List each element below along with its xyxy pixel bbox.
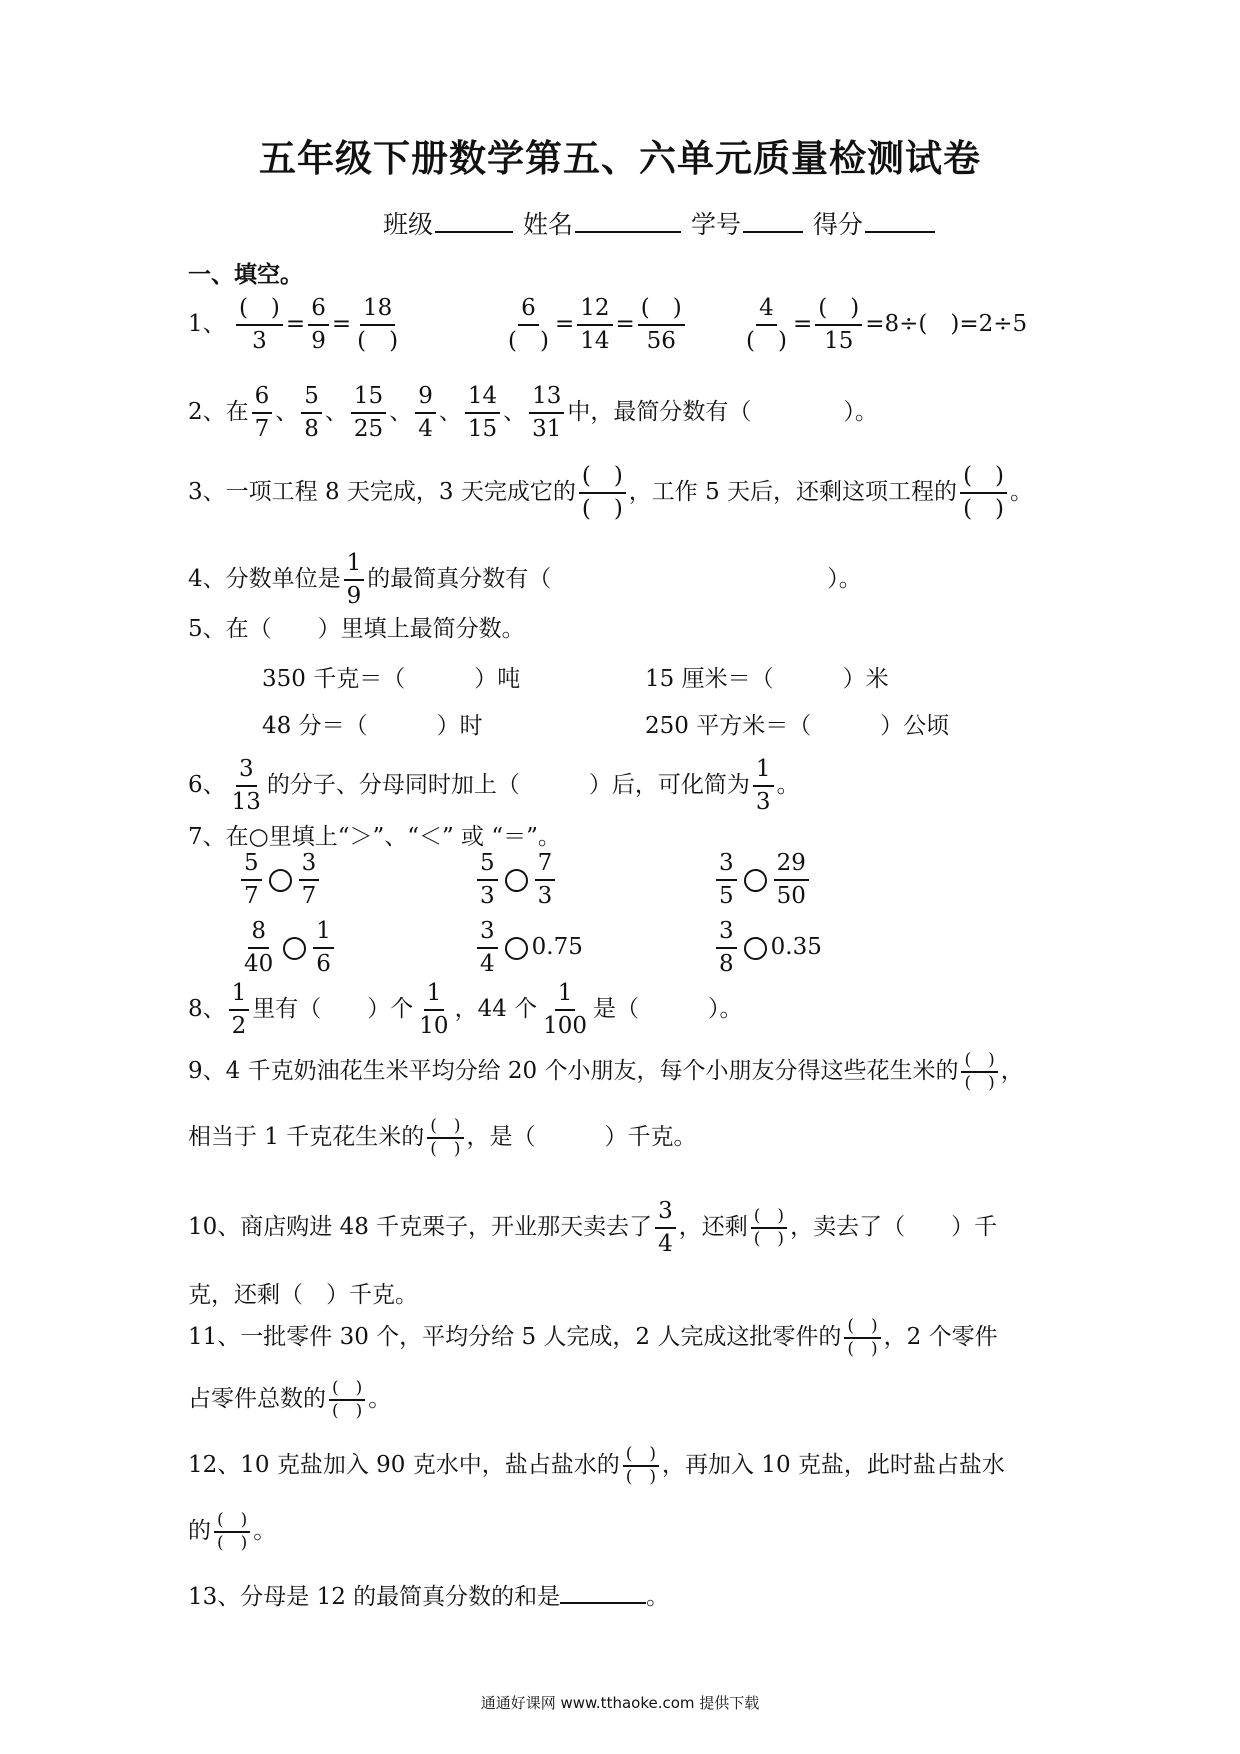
fraction-denominator: 7 [301, 883, 317, 909]
fraction [540, 982, 590, 1038]
fraction-denominator: ( ) [963, 496, 1005, 522]
text-segment: 。 [776, 772, 800, 798]
text-segment: 占零件总数的 [188, 1386, 326, 1412]
fraction [753, 758, 774, 814]
question-9 [188, 1052, 1024, 1092]
compare-circle[interactable] [505, 869, 528, 892]
fraction-blank[interactable] [960, 465, 1007, 521]
text-segment: ，再加入 10 克盐，此时盐占盐水 [662, 1452, 1005, 1478]
fraction-numerator: ( ) [815, 297, 862, 326]
compare-item [474, 852, 558, 908]
fraction-numerator: 1 [313, 920, 334, 949]
fraction-denominator: 3 [480, 883, 495, 909]
fraction [529, 385, 564, 441]
fraction-numerator: ( ) [961, 1052, 997, 1073]
fraction-numerator: 5 [477, 852, 498, 881]
fraction [477, 852, 498, 908]
text-segment: = [865, 311, 885, 337]
fraction [716, 920, 737, 976]
student-info [383, 205, 937, 241]
fraction-numerator: 3 [716, 920, 737, 949]
fraction [308, 297, 329, 353]
conversion-item[interactable]: 250 平方米＝（ ）公顷 [645, 713, 950, 739]
fraction-numerator: ( ) [751, 1208, 787, 1229]
fraction-numerator: ( ) [329, 1380, 365, 1401]
fraction-denominator: 4 [418, 416, 433, 442]
question-1b [502, 297, 688, 353]
division-blank[interactable]: 8÷( )=2÷5 [884, 311, 1028, 337]
text-segment: 11、一批零件 30 个，平均分给 5 人完成，2 人完成这批零件的 [188, 1324, 842, 1350]
fraction [229, 982, 250, 1038]
name-label: 姓名 [522, 210, 573, 239]
fraction-blank[interactable] [961, 1052, 997, 1092]
question-number: 1、 [188, 311, 226, 337]
fraction-numerator: 6 [518, 297, 539, 326]
number-label: 学号 [690, 210, 741, 239]
fraction [301, 385, 322, 441]
class-label: 班级 [383, 210, 434, 239]
text-segment: 3、一项工程 8 天完成，3 天完成它的 [188, 479, 576, 505]
fraction [477, 920, 498, 976]
fraction-numerator: 3 [716, 852, 737, 881]
fraction [415, 385, 436, 441]
fraction-numerator: 5 [241, 852, 262, 881]
fraction [351, 385, 386, 441]
question-11 [188, 1318, 998, 1358]
compare-item [238, 920, 337, 976]
question-10-line2[interactable]: 克，还剩（ ）千克。 [188, 1282, 418, 1308]
answer-blank[interactable]: 中，最简分数有（ ）。 [567, 399, 878, 425]
question-5: 5、在（ ）里填上最简分数。 [188, 616, 525, 642]
question-11-line2 [188, 1380, 391, 1420]
name-blank[interactable] [575, 207, 681, 233]
question-9-line2 [188, 1118, 697, 1158]
fraction [465, 385, 500, 441]
fraction-numerator: ( ) [844, 1318, 880, 1339]
fraction-numerator: 8 [248, 920, 269, 949]
question-13 [188, 1578, 669, 1611]
fraction-numerator: 5 [301, 385, 322, 414]
text-segment: = [554, 311, 575, 337]
text-segment: = [331, 311, 352, 337]
score-blank[interactable] [865, 207, 935, 233]
fraction-numerator: ( ) [427, 1118, 463, 1139]
fraction-denominator: 4 [658, 1231, 673, 1257]
fraction-numerator: ( ) [623, 1446, 659, 1467]
text-segment: ，还剩 [678, 1214, 748, 1240]
question-6 [188, 758, 800, 814]
fraction-denominator: 7 [254, 416, 270, 442]
compare-circle[interactable] [505, 937, 528, 960]
text-segment: ，44 个 [454, 996, 538, 1022]
fraction-numerator: ( ) [214, 1512, 250, 1533]
fraction-numerator: ( ) [638, 297, 685, 326]
fraction [299, 852, 320, 908]
fraction-denominator: 8 [719, 951, 734, 977]
question-3 [188, 465, 1033, 521]
number-blank[interactable] [743, 207, 803, 233]
compare-item [713, 920, 822, 976]
fraction-denominator: 6 [316, 951, 331, 977]
question-12-line2 [188, 1512, 276, 1552]
question-1c [740, 297, 1027, 353]
fraction-numerator: 3 [299, 852, 320, 881]
fraction-denominator: 25 [353, 416, 384, 442]
fraction-numerator: 6 [252, 385, 273, 414]
text-segment: = [615, 311, 635, 337]
fraction-numerator: 1 [229, 982, 250, 1011]
fraction[interactable] [236, 297, 283, 353]
text-segment: 2、在 [188, 399, 249, 425]
compare-item [713, 852, 812, 908]
text-segment: 相当于 1 千克花生米的 [188, 1124, 425, 1150]
compare-item [474, 920, 583, 976]
fraction [716, 852, 737, 908]
text-segment[interactable]: ，是（ ）千克。 [466, 1124, 697, 1150]
section-heading: 一、填空。 [188, 262, 303, 288]
text-segment: 10、商店购进 48 千克栗子，开业那天卖去了 [188, 1214, 653, 1240]
class-blank[interactable] [435, 207, 513, 233]
question-4 [188, 552, 862, 608]
question-2 [188, 385, 878, 441]
score-label: 得分 [812, 210, 863, 239]
fraction-numerator: 3 [655, 1200, 676, 1229]
fraction [416, 982, 451, 1038]
fraction-denominator: 3 [252, 328, 267, 354]
fraction-denominator: 10 [419, 1013, 449, 1039]
text-segment: 、 [438, 399, 462, 425]
fraction-numerator: 1 [753, 758, 774, 787]
fraction-denominator: 13 [231, 789, 261, 815]
fraction-denominator: 100 [543, 1013, 588, 1039]
fraction-denominator: ( ) [430, 1139, 461, 1159]
fraction [241, 852, 262, 908]
fraction-blank[interactable] [329, 1380, 365, 1420]
question-12 [188, 1446, 1005, 1486]
footer: 通通好课网 www.tthaoke.com 提供下载 [480, 1694, 760, 1712]
fraction-denominator: ( ) [357, 328, 399, 354]
fraction-denominator: 50 [776, 883, 806, 909]
fraction-numerator: 18 [360, 297, 395, 326]
text-segment: 、 [389, 399, 413, 425]
text-segment: 4、分数单位是 [188, 566, 341, 592]
text-segment: 、 [324, 399, 348, 425]
fraction[interactable] [815, 297, 862, 353]
text-segment: 9、4 千克奶油花生米平均分给 20 个小朋友，每个小朋友分得这些花生米的 [188, 1058, 959, 1084]
fraction-numerator: 12 [577, 297, 612, 326]
fraction-denominator: 2 [231, 1013, 247, 1039]
fraction-numerator: 1 [424, 982, 445, 1011]
fraction-blank[interactable] [844, 1318, 880, 1358]
fraction[interactable] [354, 297, 401, 353]
text-segment: 、 [275, 399, 299, 425]
text-segment: 。 [253, 1518, 277, 1544]
fraction-denominator: ( ) [746, 328, 787, 354]
fraction-denominator: ( ) [332, 1401, 363, 1421]
fraction-denominator: 4 [480, 951, 495, 977]
fraction-numerator: 15 [351, 385, 386, 414]
fraction-denominator: 56 [646, 328, 676, 354]
text-segment: 6、 [188, 772, 226, 798]
compare-item [238, 852, 322, 908]
fraction-numerator: 6 [308, 297, 329, 326]
fraction-numerator: ( ) [579, 465, 626, 494]
fraction-denominator: 40 [244, 951, 274, 977]
fraction-numerator: 9 [415, 385, 436, 414]
fraction-denominator: 3 [755, 789, 771, 815]
fraction-blank[interactable] [579, 465, 626, 521]
fraction-numerator: 13 [529, 385, 564, 414]
fraction-numerator: ( ) [236, 297, 283, 326]
text-segment: 8、 [188, 996, 226, 1022]
fraction-denominator: 7 [244, 883, 259, 909]
conversion-item[interactable]: 350 千克＝（ ）吨 [262, 666, 521, 692]
fraction-denominator: 15 [824, 328, 854, 354]
answer-blank[interactable]: 的最简真分数有（ ）。 [367, 566, 862, 592]
fraction-numerator: 7 [535, 852, 556, 881]
fraction-denominator: 5 [719, 883, 734, 909]
fraction-denominator: ( ) [581, 496, 623, 522]
fraction [252, 385, 273, 441]
fraction-denominator: 14 [580, 328, 610, 354]
fraction-blank[interactable] [427, 1118, 463, 1158]
question-7: 7、在○里填上“＞”、“＜” 或 “＝”。 [188, 824, 561, 850]
conversion-item[interactable]: 15 厘米＝（ ）米 [645, 666, 889, 692]
answer-blank[interactable] [560, 1580, 646, 1604]
fraction-denominator: ( ) [625, 1467, 656, 1487]
text-segment: = [792, 311, 813, 337]
fraction [577, 297, 612, 353]
fraction-denominator: ( ) [964, 1073, 995, 1093]
question-10 [188, 1200, 997, 1256]
text-segment: 。 [1010, 479, 1034, 505]
answer-blank[interactable]: 的分子、分母同时加上（ ）后，可化简为 [266, 772, 750, 798]
text-segment: ， [1000, 1058, 1024, 1084]
fraction-denominator: ( ) [753, 1229, 785, 1249]
fraction[interactable] [638, 297, 685, 353]
question-1 [188, 297, 404, 353]
compare-circle[interactable] [744, 937, 767, 960]
text-segment: 12、10 克盐加入 90 克水中，盐占盐水的 [188, 1452, 620, 1478]
fraction-denominator: ( ) [847, 1339, 878, 1359]
fraction[interactable] [505, 297, 552, 353]
fraction [241, 920, 276, 976]
fraction-denominator: 9 [311, 328, 326, 354]
text-segment: 的 [188, 1518, 211, 1544]
text-segment: 0.75 [531, 934, 583, 960]
fraction-blank[interactable] [751, 1208, 787, 1248]
fraction [655, 1200, 676, 1256]
fraction-denominator: 3 [537, 883, 553, 909]
fraction-numerator: 3 [236, 758, 257, 787]
fraction [774, 852, 809, 908]
fraction-blank[interactable] [623, 1446, 659, 1486]
conversion-item[interactable]: 48 分＝（ ）时 [262, 713, 483, 739]
fraction-numerator: 3 [477, 920, 498, 949]
fraction [313, 920, 334, 976]
text-segment: 13、分母是 12 的最简真分数的和是 [188, 1584, 561, 1610]
fraction [535, 852, 556, 908]
text-segment: ，工作 5 天后，还剩这项工程的 [628, 479, 958, 505]
fraction [344, 552, 365, 608]
compare-circle[interactable] [744, 869, 767, 892]
fraction-numerator: 14 [465, 385, 500, 414]
fraction-denominator: ( ) [508, 328, 549, 354]
fraction-numerator: ( ) [960, 465, 1007, 494]
text-segment: ，2 个零件 [883, 1324, 998, 1350]
question-8 [188, 982, 743, 1038]
fraction-blank[interactable] [214, 1512, 250, 1552]
fraction[interactable] [743, 297, 790, 353]
compare-circle[interactable] [283, 937, 306, 960]
fraction-numerator: 1 [555, 982, 576, 1011]
fraction-denominator: ( ) [217, 1533, 248, 1553]
fraction [229, 758, 264, 814]
fraction-denominator: 9 [346, 583, 362, 609]
text-segment: 0.35 [770, 934, 822, 960]
fraction-numerator: 1 [344, 552, 365, 581]
text-segment: = [285, 311, 306, 337]
fraction-numerator: 4 [756, 297, 777, 326]
compare-circle[interactable] [269, 869, 292, 892]
fraction-denominator: 31 [532, 416, 562, 442]
text-segment: 。 [646, 1584, 670, 1610]
fraction-numerator: 29 [774, 852, 809, 881]
text-segment[interactable]: 里有（ ）个 [252, 996, 414, 1022]
text-segment[interactable]: 是（ ）。 [593, 996, 743, 1022]
page-title: 五年级下册数学第五、六单元质量检测试卷 [259, 137, 981, 180]
fraction-denominator: 15 [467, 416, 498, 442]
text-segment: 。 [368, 1386, 392, 1412]
text-segment: 、 [503, 399, 527, 425]
text-segment[interactable]: ，卖去了（ ）千 [790, 1214, 998, 1240]
fraction-denominator: 8 [304, 416, 319, 442]
